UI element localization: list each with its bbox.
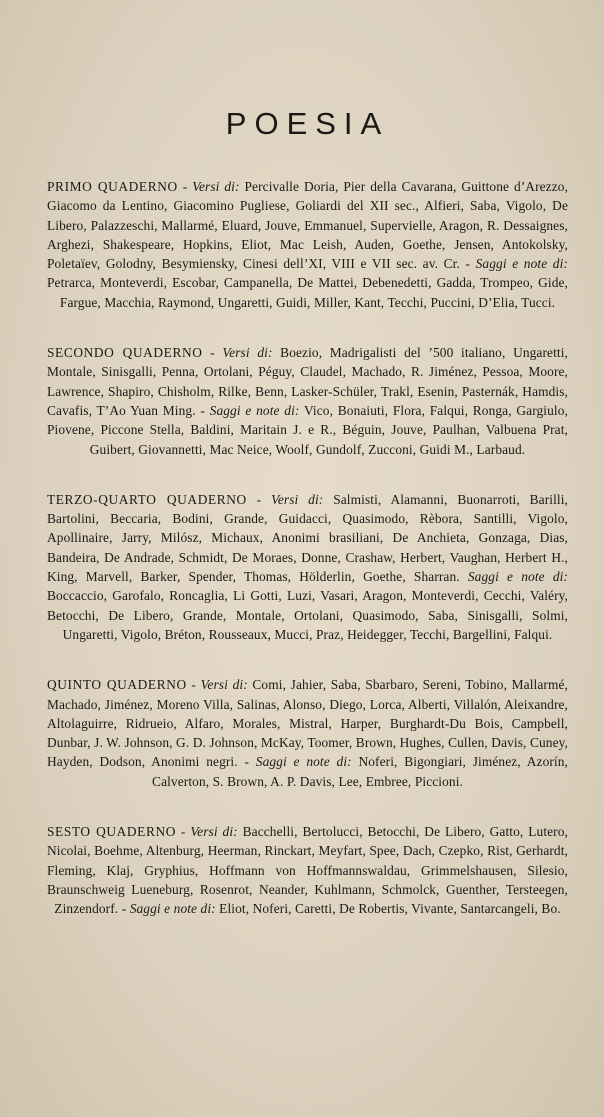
separator: - [186,677,201,693]
saggi-list: Vico, Bonaiuti, Flora, Falqui, Ronga, Gargiulo, Piovene, Piccone Stella, Baldini, Maritain J. e R., Béguin, Jouve, Paulhan, Valbuena Prat, Guibert, Giovannetti, Mac Neice, Woolf, Gundolf, Zucconi, Guidi M., Larbaud. [47,402,568,457]
versi-label: Versi di: [190,824,238,840]
separator: - [118,901,130,917]
separator: - [237,754,256,770]
saggi-list: Boccaccio, Garofalo, Roncaglia, Li Gotti, Luzi, Vasari, Aragon, Monteverdi, Cecchi, Valéry, Betocchi, De Libero, Grande, Montale, Ortolani, Quasimodo, Saba, Sinisgalli, Solmi, Ungaretti, Vigolo, Bréton, Rousseaux, Mucci, Praz, Heidegger, Tecchi, Bargellini, Falqui. [47,588,568,642]
separator: - [195,402,210,418]
sections-list [47,177,568,950]
versi-label: Versi di: [222,345,273,361]
saggi-list: Noferi, Bigongiari, Jiménez, Azorín, Calverton, S. Brown, A. P. Davis, Lee, Embree, Piccioni. [152,754,568,789]
section-primo-quaderno [47,177,568,312]
versi-list: Salmisti, Alamanni, Buonarroti, Barilli, Bartolini, Beccaria, Bodini, Grande, Guidacci, Quasimodo, Rèbora, Santilli, Vigolo, Apollinaire, Jarry, Milósz, Michaux, Anonimi brasiliani, De Anchieta, Gonzaga, Dias, Bandeira, De Andrade, Schmidt, De Moraes, Donne, Crashaw, Herbert, Vaughan, Herbert H., King, Marvell, Barker, Spender, Thomas, Hölderlin, Goethe, Sharran. [47,491,568,585]
section-sesto-quaderno [47,822,568,918]
versi-list: Comi, Jahier, Saba, Sbarbaro, Sereni, Tobino, Mallarmé, Machado, Jiménez, Moreno Villa, Salinas, Alonso, Diego, Lorca, Alberti, Villalón, Aleixandre, Altolaguirre, Ridrueio, Alfaro, Morales, Mistral, Harper, Burghardt-Du Bois, Campbell, Dunbar, J. W. Johnson, G. D. Johnson, McKay, Toomer, Brown, Hughes, Cullen, Davis, Cuney, Hayden, Dodson, Anonimi negri. [47,677,568,770]
section-secondo-quaderno [47,343,568,459]
section-heading: QUINTO QUADERNO [47,677,187,693]
saggi-list: Petrarca, Monteverdi, Escobar, Campanella, De Mattei, Debenedetti, Gadda, Trompeo, Gide, Fargue, Macchia, Raymond, Ungaretti, Guidi, Miller, Kant, Tecchi, Puccini, D’Elia, Tucci. [47,275,568,310]
section-heading: SECONDO QUADERNO [47,345,203,361]
saggi-list: Eliot, Noferi, Caretti, De Robertis, Vivante, Santarcangeli, Bo. [215,901,561,917]
versi-label: Versi di: [200,677,248,693]
separator: - [177,179,193,194]
saggi-label: Saggi e note di: [255,754,352,770]
saggi-label: Saggi e note di: [467,569,568,585]
section-heading: TERZO-QUARTO QUADERNO [47,491,247,507]
separator: - [202,345,223,361]
separator: - [459,256,476,272]
versi-label: Versi di: [192,179,240,194]
separator: - [246,491,272,507]
versi-list: Percivalle Doria, Pier della Cavarana, Guittone d’Arezzo, Giacomo da Lentino, Giacomino Pugliese, Goliardi del XII sec., Alfieri, Saba, Vigolo, De Libero, Palazzeschi, Mallarmé, Eluard, Jouve, Emmanuel, Supervielle, Aragon, R. Dessaignes, Arghezi, Shakespeare, Hopkins, Eliot, Mac Leish, Auden, Goethe, Jensen, Antokolsky, Poletaïev, Golodny, Besymiensky, Cinesi dell’XI, VIII e VII sec. av. Cr. [47,179,569,272]
section-heading: PRIMO QUADERNO [47,179,178,194]
versi-list: Bacchelli, Bertolucci, Betocchi, De Libero, Gatto, Lutero, Nicolai, Boehme, Altenburg, Heerman, Rinckart, Meyfart, Spee, Dach, Czepko, Rist, Gerhardt, Fleming, Klaj, Gryphius, Hoffmann von Hoffmannswaldau, Grimmelshausen, Silesio, Braunschweig Lueneburg, Rosenrot, Neander, Kuhlmann, Schmolck, Guenther, Tersteegen, Zinzendorf. [47,824,568,917]
page-title: POESIA [225,106,390,141]
versi-label: Versi di: [271,491,324,507]
saggi-label: Saggi e note di: [209,402,300,418]
section-heading: SESTO QUADERNO [47,824,177,840]
versi-list: Boezio, Madrigalisti del ’500 italiano, Ungaretti, Montale, Sinisgalli, Penna, Ortolani, Péguy, Claudel, Machado, R. Jiménez, Pessoa, Moore, Lawrence, Shapiro, Chisholm, Rilke, Benn, Lasker-Schüler, Trakl, Esenin, Pasternák, Hamdis, Cavafis, T’Ao Yuan Ming. [47,345,568,418]
section-quinto-quaderno [47,675,568,791]
section-terzo-quarto-quaderno [47,490,568,644]
separator [460,569,468,584]
separator: - [176,824,191,840]
saggi-label: Saggi e note di: [475,256,568,272]
saggi-label: Saggi e note di: [129,901,216,917]
